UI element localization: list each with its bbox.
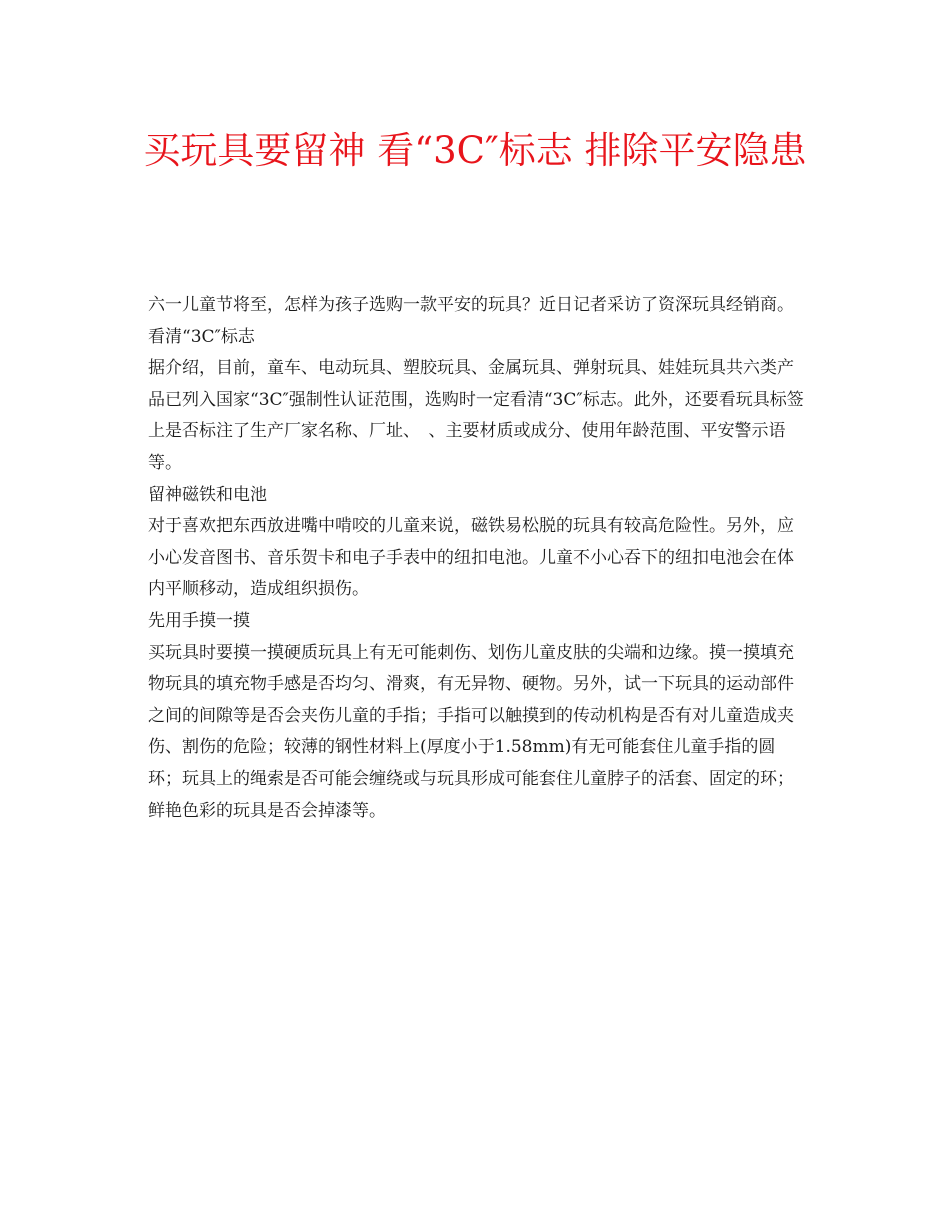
article-title: 买玩具要留神 看“3C″标志 排除平安隐患	[143, 129, 807, 172]
section-paragraph-3c-mark: 据介绍，目前，童车、电动玩具、塑胶玩具、金属玩具、弹射玩具、娃娃玩具共六类产品已列入国家“3C″强制性认证范围，选购时一定看清“3C″标志。此外，还要看玩具标签上是否标注了生产厂家名称、厂址、 、主要材质或成分、使用年龄范围、平安警示语等。	[148, 358, 804, 473]
intro-paragraph: 六一儿童节将至，怎样为孩子选购一款平安的玩具？近日记者采访了资深玩具经销商。	[148, 295, 794, 315]
section-paragraph-magnets-batteries: 对于喜欢把东西放进嘴中啃咬的儿童来说，磁铁易松脱的玩具有较高危险性。另外，应小心发音图书、音乐贺卡和电子手表中的纽扣电池。儿童不小心吞下的纽扣电池会在体内平顺移动，造成组织损伤。	[148, 516, 794, 600]
section-heading-touch-check: 先用手摸一摸	[148, 610, 250, 631]
section-heading-3c-mark: 看清“3C″标志	[148, 326, 255, 347]
article-body	[148, 290, 804, 827]
section-heading-magnets-batteries: 留神磁铁和电池	[148, 484, 267, 505]
section-paragraph-touch-check: 买玩具时要摸一摸硬质玩具上有无可能刺伤、划伤儿童皮肤的尖端和边缘。摸一摸填充物玩具的填充物手感是否均匀、滑爽，有无异物、硬物。另外，试一下玩具的运动部件之间的间隙等是否会夹伤儿童的手指；手指可以触摸到的传动机构是否有对儿童造成夹伤、割伤的危险；较薄的钢性材料上(厚度小于1.58mm)有无可能套住儿童手指的圆环；玩具上的绳索是否可能会缠绕或与玩具形成可能套住儿童脖子的活套、固定的环；鲜艳色彩的玩具是否会掉漆等。	[148, 642, 794, 821]
